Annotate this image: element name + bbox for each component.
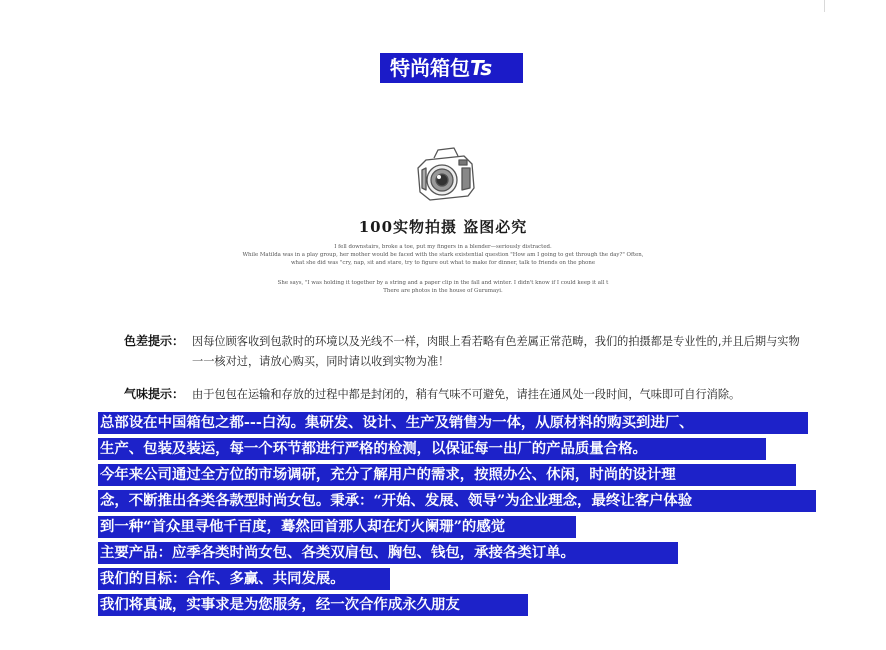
company-line: 到一种“首众里寻他千百度，蓦然回首那人却在灯火阑珊”的感觉 <box>98 516 576 538</box>
shop-title: 特尚箱包 <box>390 56 470 80</box>
company-line: 主要产品：应季各类时尚女包、各类双肩包、胸包、钱包，承接各类订单。 <box>98 542 678 564</box>
camera-sketch-icon <box>412 138 484 210</box>
edge-mark <box>824 0 825 12</box>
color-diff-note <box>124 332 804 372</box>
color-diff-text: 因每位顾客收到包款时的环境以及光线不一样，肉眼上看若略有色差属正常范畴，我们的拍摄都是专业性的,并且后期与实物一一核对过，请放心购买，同时请以收到实物为准！ <box>192 335 800 368</box>
shop-title-banner <box>380 53 523 83</box>
company-line: 念，不断推出各类各款型时尚女包。秉承：“开始、发展、领导”为企业理念，最终让客户体验 <box>98 490 816 512</box>
fine-print-line: She says, "I was holding it together by a string and a paper clip in the fall and winter. I didn't know if I could keep it all t <box>277 280 609 286</box>
smell-label: 气味提示： <box>124 387 185 401</box>
color-diff-label: 色差提示： <box>124 334 185 348</box>
shop-logo-text: Ts <box>470 56 492 80</box>
fine-print-line: I fell downstairs, broke a toe, put my fingers in a blender—seriously distracted. <box>334 244 552 250</box>
company-line: 生产、包装及装运，每一个环节都进行严格的检测，以保证每一出厂的产品质量合格。 <box>98 438 766 460</box>
notice-section <box>124 332 804 405</box>
fine-print-line: what she did was "cry, nap, sit and stare, try to figure out what to make for dinner, talk to friends on the phone <box>290 260 596 266</box>
photo-slogan: 100实物拍摄 盗图必究 <box>358 218 528 236</box>
company-line: 今年来公司通过全方位的市场调研，充分了解用户的需求，按照办公、休闲，时尚的设计理 <box>98 464 796 486</box>
fine-print-line: While Matilda was in a play group, her mother would be faced with the stark existential question "How am I going to get through the day?" Often, <box>242 252 644 258</box>
fine-print-line: There are photos in the house of Gurumayi. <box>383 288 503 294</box>
smell-text: 由于包包在运输和存放的过程中都是封闭的，稍有气味不可避免，请挂在通风处一段时间，气味即可自行消除。 <box>192 388 741 401</box>
company-line: 我们将真诚，实事求是为您服务，经一次合作成永久朋友 <box>98 594 528 616</box>
company-line: 总部设在中国箱包之都---白沟。集研发、设计、生产及销售为一体，从原材料的购买到进厂、 <box>98 412 808 434</box>
company-line: 我们的目标：合作、多赢、共同发展。 <box>98 568 390 590</box>
smell-note <box>124 385 804 405</box>
